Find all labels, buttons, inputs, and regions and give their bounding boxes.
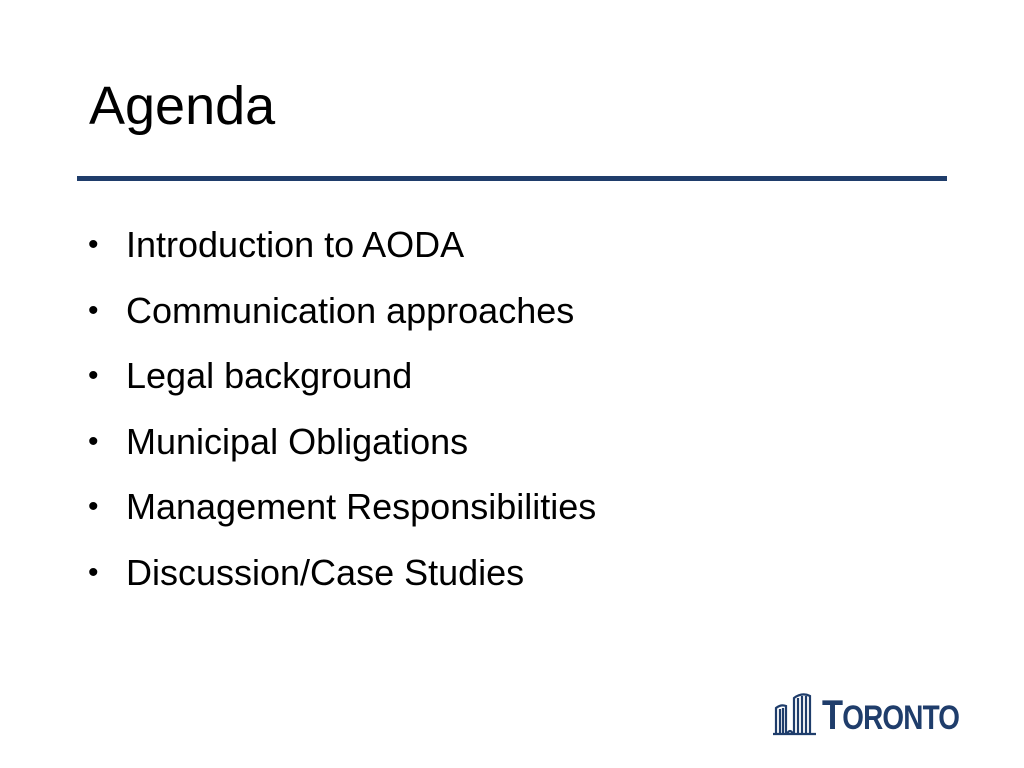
list-item xyxy=(88,343,596,409)
agenda-list xyxy=(88,212,596,605)
bullet-icon: • xyxy=(88,293,99,327)
list-item xyxy=(88,409,596,475)
wordmark-first-letter: T xyxy=(822,691,843,738)
title-divider xyxy=(77,176,947,181)
list-item-label: Management Responsibilities xyxy=(126,486,597,527)
list-item xyxy=(88,212,596,278)
list-item-label: Discussion/Case Studies xyxy=(126,551,525,593)
slide-title: Agenda xyxy=(89,76,276,136)
list-item xyxy=(88,474,596,540)
wordmark-rest: ORONTO xyxy=(842,699,960,737)
bullet-icon: • xyxy=(88,424,99,458)
list-item-label: Legal background xyxy=(126,355,413,396)
toronto-logo xyxy=(772,686,960,740)
bullet-icon: • xyxy=(88,359,99,392)
list-item-label: Municipal Obligations xyxy=(126,420,469,462)
list-item xyxy=(88,540,596,606)
bullet-icon: • xyxy=(88,490,99,523)
toronto-wordmark xyxy=(822,691,960,739)
list-item-label: Communication approaches xyxy=(126,289,575,331)
bullet-icon: • xyxy=(88,555,99,589)
list-item-label: Introduction to AODA xyxy=(126,224,465,265)
list-item xyxy=(88,278,596,344)
bullet-icon: • xyxy=(88,228,99,261)
city-hall-towers-icon xyxy=(772,690,818,736)
